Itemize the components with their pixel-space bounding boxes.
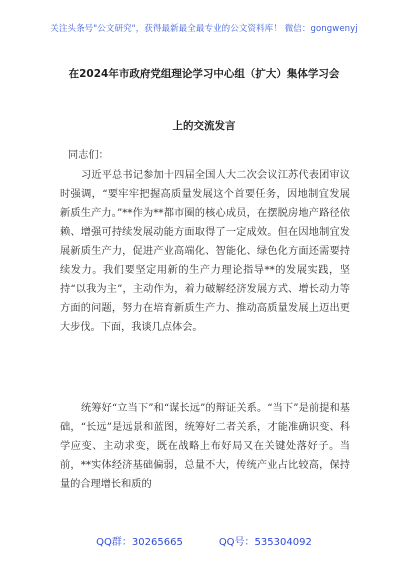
salutation: 同志们：	[68, 150, 109, 161]
document-title-line-2: 上的交流发言	[172, 120, 236, 132]
promo-header: 关注头条号"公文研究"，获得最新最全最专业的公文资料库！ 微信：gongwenyj	[50, 24, 358, 34]
contact-footer	[0, 533, 408, 548]
qq-group-number: QQ群：30265665	[96, 537, 183, 548]
qq-account-number: QQ号：535304092	[218, 537, 312, 548]
body-paragraph-1: 习近平总书记参加十四届全国人大二次会议江苏代表团审议时强调，“要牢牢把握高质量发展这个首要任务，因地制宜发展新质生产力。”**作为**都市圈的核心成员，在摆脱房地产路径依赖、增强可持续发展动能方面取得了一定成效。但在因地制宜发展新质生产力，促进产业高端化、智能化、绿色化方面还需要持续发力。我们要坚定用新的生产力理论指导**的发展实践，坚持“以我为主”，主动作为，着力破解经济发展方式、增长动力等方面的问题，努力在培育新质生产力、推动高质量发展上迈出更大步伐。下面，我谈几点体会。	[60, 170, 350, 333]
document-title-line-1: 在2024年市政府党组理论学习中心组（扩大）集体学习会	[68, 68, 340, 80]
body-paragraph-2: 统筹好“立当下”和“谋长远”的辩证关系。“当下”是前提和基础，“长远”是远景和蓝图，统筹好二者关系，才能准确识变、科学应变、主动求变，既在战略上布好局又在关键处落好子。当前，**实体经济基础偏弱，总量不大，传统产业占比较高，保持量的合理增长和质的	[60, 403, 350, 490]
